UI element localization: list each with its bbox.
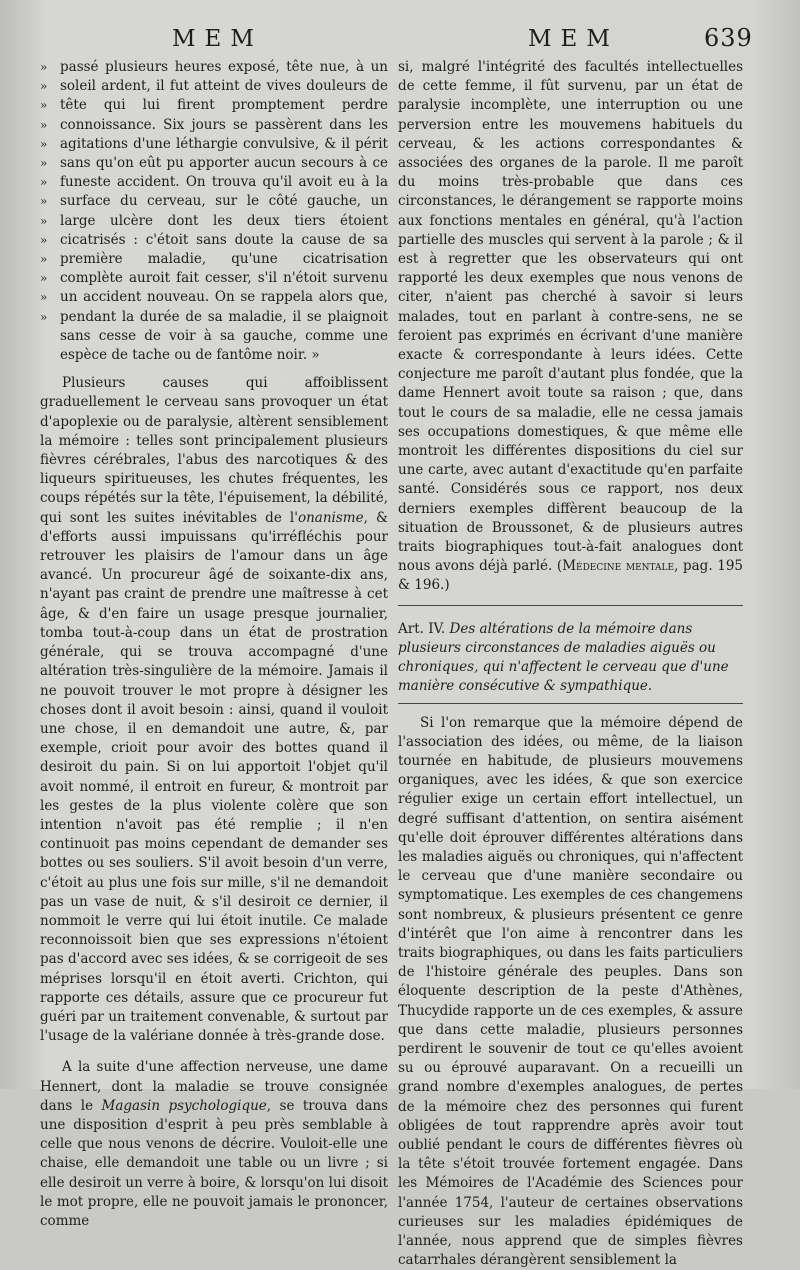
section-rule-top	[398, 605, 743, 606]
quotation-block	[40, 58, 388, 365]
paragraph-continuation: si, malgré l'intégrité des facultés intellectuelles de cette femme, il fût survenu, par un état de paralysie incomplète, une interruption ou une perversion entre les mouvemens habituels du cerveau, & les actions correspondantes & associées des organes de la parole. Il me paroît du moins très-probable que dans ces circonstances, le dérangement se rapporte moins aux fonctions mentales en général, qu'à l'action partielle des muscles qui servent à la parole ; & il est à regretter que les observateurs qui ont rapporté les deux exemples que nous venons de citer, n'aient pas cherché à savoir si leurs malades, tout en parlant à contre-sens, ne se feroient pas exprimés en écrivant d'une manière exacte & correspondante à leurs idées. Cette conjecture me paroît d'autant plus fondée, que la dame Hennert avoit toute sa raison ; que, dans tout le cours de sa maladie, elle ne cessa jamais ses occupations domestiques, & que même elle montroit les différentes dispositions du ciel sur une carte, avec autant d'exactitude qu'en parfaite santé. Considérés sous ce rapport, nos deux derniers exemples diffèrent beaucoup de la situation de Broussonet, & de plusieurs autres traits biographiques tout-à-fait analogues dont nous avons déjà parlé. (Médecine mentale, pag. 195 & 196.)	[398, 58, 743, 596]
running-head-left: MEM	[172, 26, 263, 52]
paragraph-memory: Si l'on remarque que la mémoire dépend de l'association des idées, ou même, de la liaison tournée en habitude, de plusieurs mouvemens organiques, avec les idées, & que son exercice régulier exige un certain effort intellectuel, un degré suffisant d'attention, on sentira aisément qu'elle doit éprouver différentes altérations dans les maladies aiguës ou chroniques, qui n'affectent le cerveau que d'une manière secondaire ou symptomatique. Les exemples de ces changemens sont nombreux, & plusieurs présentent ce genre d'intérêt que l'on aime à rencontrer dans les traits biographiques, ou dans les faits particuliers de l'histoire générale des peuples. Dans son éloquente description de la peste d'Athènes, Thucydide rapporte un de ces exemples, & assure que dans cette maladie, plusieurs personnes perdirent le souvenir de tout ce qu'elles avoient su ou éprouvé auparavant. On a recueilli un grand nombre d'exemples analogues, de pertes de la mémoire chez des personnes qui furent obligées de tout rapprendre après avoir tout oublié pendant le cours de différentes fièvres où la tête s'étoit trouvée fortement engagée. Dans les Mémoires de l'Académie des Sciences pour l'année 1754, l'auteur de certaines observations curieuses sur les maladies épidémiques de l'année, nous apprend que de simples fièvres catarrhales dérangèrent sensiblement la	[398, 714, 743, 1270]
quote-marks: » » » » » » » » » » » » » »	[40, 58, 56, 327]
left-column	[40, 58, 388, 1231]
italic-title: Magasin psychologique	[102, 1098, 267, 1114]
section-rule-bottom	[398, 703, 743, 704]
page-number: 639	[704, 24, 753, 52]
paragraph-hennert: A la suite d'une affection nerveuse, une dame Hennert, dont la maladie se trouve consignée dans le Magasin psychologique, se trouva dans une disposition d'esprit à peu près semblable à celle que nous venons de décrire. Vouloit-elle une chaise, elle demandoit une table ou un livre ; si elle desiroit un verre à boire, & lorsqu'on lui disoit le mot propre, elle ne pouvoit jamais le prononcer, comme	[40, 1058, 388, 1231]
running-head-right: MEM	[528, 26, 619, 52]
quotation-text: passé plusieurs heures exposé, tête nue, à un soleil ardent, il fut atteint de vives douleurs de tête qui lui firent promptement perdre connoissance. Six jours se passèrent dans les agitations d'une léthargie convulsive, & il périt sans qu'on eût pu apporter aucun secours à ce funeste accident. On trouva qu'il avoit eu à la surface du cerveau, sur le côté gauche, un large ulcère dont les deux tiers étoient cicatrisés : c'étoit sans doute la cause de sa première maladie, qu'une cicatrisation complète auroit fait cesser, s'il n'étoit survenu un accident nouveau. On se rappela alors que, pendant la durée de sa maladie, il se plaignoit sans cesse de voir à sa gauche, comme une espèce de tache ou de fantôme noir. »	[60, 59, 388, 363]
paragraph-causes: Plusieurs causes qui affoiblissent graduellement le cerveau sans provoquer un état d'apoplexie ou de paralysie, altèrent sensiblement la mémoire : telles sont principalement plusieurs fièvres cérébrales, l'abus des narcotiques & des liqueurs spiritueuses, les chutes fréquentes, les coups répétés sur la tête, l'épuisement, la débilité, qui sont les suites inévitables de l'onanisme, & d'efforts aussi impuissans qu'irréfléchis pour retrouver les plaisirs de l'amour dans un âge avancé. Un procureur âgé de soixante-dix ans, n'ayant pas craint de prendre une maîtresse à cet âge, & d'en faire un usage presque journalier, tomba tout-à-coup dans un état de prostration générale, qui se trouva accompagné d'une altération très-singulière de la mémoire. Jamais il ne pouvoit trouver le mot propre à désigner les choses dont il avoit besoin : ainsi, quand il vouloit une chose, il en demandoit une autre, &, par exemple, crioit pour avoir des bottes quand il desiroit du pain. Si on lui apportoit l'objet qu'il avoit nommé, il entroit en fureur, & montroit par les gestes de la plus violente colère que son intention n'avoit pas été remplie ; il n'en continuoit pas moins cependant de demander ses bottes ou ses souliers. S'il avoit besoin d'un verre, c'étoit au plus une fois sur mille, s'il ne demandoit pas un vase de nuit, & s'il desiroit ce dernier, il nommoit le verre qui lui étoit inutile. Ce malade reconnoissoit bien que ses expressions n'étoient pas d'accord avec ses idées, & se corrigeoit de ses méprises lorsqu'il en étoit averti. Crichton, qui rapporte ces détails, assure que ce procureur fut guéri par un traitement convenable, & surtout par l'usage de la valériane donnée à très-grande dose.	[40, 374, 388, 1046]
reference-title: Médecine mentale	[562, 558, 674, 574]
article-heading	[398, 620, 743, 697]
right-column	[398, 58, 743, 1270]
article-title: Des altérations de la mémoire dans plusieurs circonstances de maladies aiguës ou chroniques, qui n'affectent le cerveau que d'une manière consécutive & sympathique.	[398, 621, 729, 695]
italic-term: onanisme	[298, 510, 364, 526]
article-label: Art. IV.	[398, 621, 450, 637]
